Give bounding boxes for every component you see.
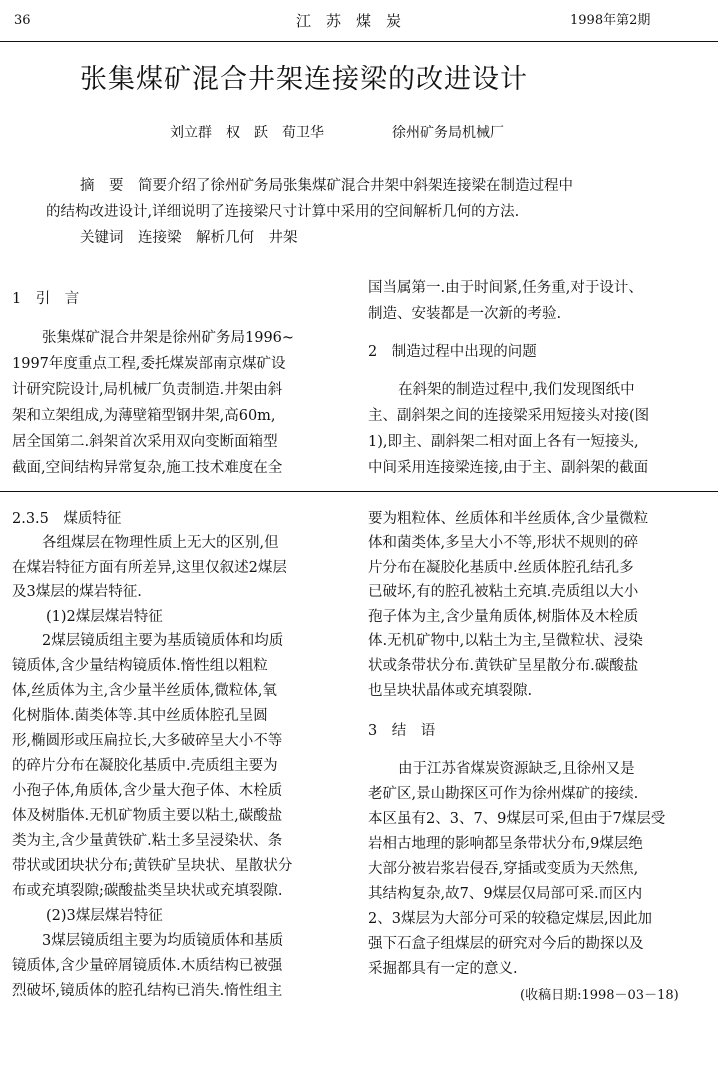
text-line: 片分布在凝胶化基质中.丝质体腔孔结孔多 xyxy=(368,560,634,576)
section-heading: 2 制造过程中出现的问题 xyxy=(368,344,537,360)
text-line: 已破坏,有的腔孔被粘土充填.壳质组以大小 xyxy=(368,584,639,600)
section-heading: 2.3.5 煤质特征 xyxy=(12,511,122,527)
received-date: (收稿日期:1998－03－18) xyxy=(520,988,679,1003)
text-line: 带状或团块状分布;黄铁矿呈块状、星散状分 xyxy=(12,858,293,874)
text-line: 烈破坏,镜质体的腔孔结构已消失.惰性组主 xyxy=(12,983,283,999)
section-heading: 1 引 言 xyxy=(12,291,80,307)
text-line: 主、副斜架之间的连接梁采用短接头对接(图 xyxy=(368,408,650,424)
text-line: 岩相古地理的影响都呈条带状分布,9煤层绝 xyxy=(368,836,643,852)
text-line: 其结构复杂,故7、9煤层仅局部可采.而区内 xyxy=(368,886,643,902)
text-line: 截面,空间结构异常复杂,施工技术难度在全 xyxy=(12,460,283,476)
journal-name: 江 苏 煤 炭 xyxy=(296,12,402,30)
text-line: 强下石盒子组煤层的研究对今后的勘探以及 xyxy=(368,936,644,952)
text-line: 体.无机矿物中,以粘土为主,呈微粒状、浸染 xyxy=(368,633,643,649)
text-line: 采掘都具有一定的意义. xyxy=(368,961,518,977)
text-line: 计研究院设计,局机械厂负责制造.井架由斜 xyxy=(12,382,283,398)
subsection-heading: (1)2煤层煤岩特征 xyxy=(46,609,163,625)
author-affiliation: 徐州矿务局机械厂 xyxy=(392,125,504,141)
text-line: 及3煤层的煤岩特征. xyxy=(12,584,142,600)
text-line: 体和菌类体,多呈大小不等,形状不规则的碎 xyxy=(368,535,639,551)
text-line: 架和立架组成,为薄壁箱型钢井架,高60m, xyxy=(12,408,276,424)
issue-label: 1998年第2期 xyxy=(570,13,651,28)
page-number: 36 xyxy=(14,13,31,28)
keywords: 关键词 连接梁 解析几何 井架 xyxy=(80,230,298,246)
text-line: 也呈块状晶体或充填裂隙. xyxy=(368,683,533,699)
text-line: 3煤层镜质组主要为均质镜质体和基质 xyxy=(42,933,284,949)
text-line: 2煤层镜质组主要为基质镜质体和均质 xyxy=(42,633,284,649)
text-line: 类为主,含少量黄铁矿.粘土多呈浸染状、条 xyxy=(12,833,283,849)
text-line: 在煤岩特征方面有所差异,这里仅叙述2煤层 xyxy=(12,560,287,576)
author-list: 刘立群 权 跃 荀卫华 xyxy=(170,125,324,141)
text-line: 的碎片分布在凝胶化基质中.壳质组主要为 xyxy=(12,758,278,774)
text-line: 居全国第二.斜架首次采用双向变断面箱型 xyxy=(12,434,278,450)
text-line: 制造、安装都是一次新的考验. xyxy=(368,306,562,322)
text-line: 国当属第一.由于时间紧,任务重,对于设计、 xyxy=(368,280,643,296)
text-line: 镜质体,含少量结构镜质体.惰性组以粗粒 xyxy=(12,658,268,674)
text-line: 1997年度重点工程,委托煤炭部南京煤矿设 xyxy=(12,356,286,372)
text-line: 要为粗粒体、丝质体和半丝质体,含少量微粒 xyxy=(368,511,649,527)
text-line: 本区虽有2、3、7、9煤层可采,但由于7煤层受 xyxy=(368,811,666,827)
article-title: 张集煤矿混合井架连接梁的改进设计 xyxy=(80,64,528,95)
text-line: 各组煤层在物理性质上无大的区别,但 xyxy=(42,535,279,551)
text-line: 2、3煤层为大部分可采的较稳定煤层,因此加 xyxy=(368,911,653,927)
abstract-line-1: 摘 要 简要介绍了徐州矿务局张集煤矿混合井架中斜架连接梁在制造过程中 xyxy=(80,178,573,194)
text-line: 体及树脂体.无机矿物质主要以粘土,碳酸盐 xyxy=(12,808,283,824)
text-line: 体,丝质体为主,含少量半丝质体,微粒体,氧 xyxy=(12,683,277,699)
header-rule xyxy=(0,41,718,42)
text-line: 大部分被岩浆岩侵吞,穿插或变质为天然焦, xyxy=(368,861,639,877)
text-line: 老矿区,景山勘探区可作为徐州煤矿的接续. xyxy=(368,786,639,802)
section-heading: 3 结 语 xyxy=(368,723,436,739)
text-line: 张集煤矿混合井架是徐州矿务局1996~ xyxy=(42,330,295,346)
text-line: 由于江苏省煤炭资源缺乏,且徐州又是 xyxy=(398,761,635,777)
text-line: 化树脂体.菌类体等.其中丝质体腔孔呈圆 xyxy=(12,708,268,724)
text-line: 在斜架的制造过程中,我们发现图纸中 xyxy=(398,382,635,398)
text-line: 小孢子体,角质体,含少量大孢子体、木栓质 xyxy=(12,783,283,799)
abstract-line-2: 的结构改进设计,详细说明了连接梁尺寸计算中采用的空间解析几何的方法. xyxy=(46,204,520,220)
section-divider-rule xyxy=(0,491,718,492)
text-line: 1),即主、副斜架二相对面上各有一短接头, xyxy=(368,434,639,450)
text-line: 中间采用连接梁连接,由于主、副斜架的截面 xyxy=(368,460,649,476)
text-line: 形,椭圆形或压扁拉长,大多破碎呈大小不等 xyxy=(12,733,283,749)
text-line: 布或充填裂隙;碳酸盐类呈块状或充填裂隙. xyxy=(12,883,283,899)
text-line: 镜质体,含少量碎屑镜质体.木质结构已被强 xyxy=(12,958,283,974)
text-line: 状或条带状分布.黄铁矿呈星散分布.碳酸盐 xyxy=(368,658,639,674)
subsection-heading: (2)3煤层煤岩特征 xyxy=(46,908,163,924)
text-line: 孢子体为主,含少量角质体,树脂体及木栓质 xyxy=(368,609,639,625)
